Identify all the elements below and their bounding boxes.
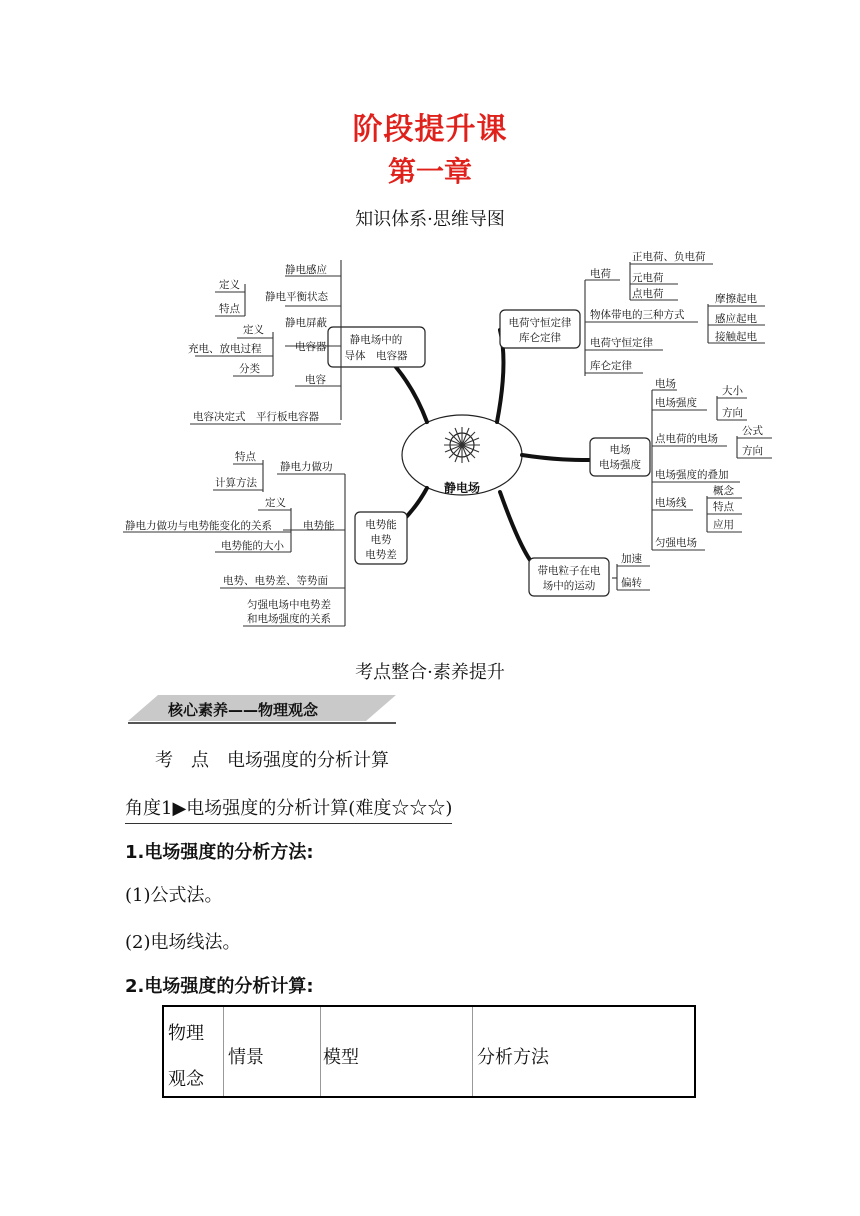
mm-item: 点电荷 [632, 288, 664, 300]
mm-item: 正电荷、负电荷 [632, 251, 706, 263]
svg-text:电势: 电势 [370, 534, 392, 546]
page-title: 阶段提升课 [352, 112, 508, 147]
chapter-title: 第一章 [387, 155, 472, 188]
section-heading-integration: 考点整合·素养提升 [355, 662, 505, 683]
mm-item: 摩擦起电 [715, 293, 757, 305]
table-header-cell: 物理 观念 [164, 1007, 224, 1096]
mm-item: 电荷 [590, 268, 611, 280]
paragraph-2: (2)电场线法。 [125, 932, 241, 953]
svg-text:电势能: 电势能 [365, 519, 397, 531]
svg-text:带电粒子在电: 带电粒子在电 [537, 565, 601, 577]
mm-item: 元电荷 [632, 272, 664, 284]
mm-item: 特点 [219, 303, 240, 315]
mm-item: 充电、放电过程 [188, 343, 262, 355]
mm-item: 物体带电的三种方式 [590, 309, 685, 321]
svg-text:库仑定律: 库仑定律 [519, 332, 561, 344]
mm-item: 电势能 [303, 520, 335, 532]
mm-item: 电场 [655, 378, 676, 390]
svg-text:导体 电容器: 导体 电容器 [344, 350, 408, 362]
field-lines-icon [444, 427, 480, 463]
mm-item: 匀强电场 [655, 537, 697, 549]
mm-item: 电容 [305, 374, 326, 386]
mm-item: 电势、电势差、等势面 [223, 575, 328, 587]
banner-label: 核心素养——物理观念 [168, 701, 319, 719]
mm-item: 静电力做功 [280, 461, 333, 473]
paragraph-1: (1)公式法。 [125, 885, 223, 906]
mm-item: 计算方法 [215, 477, 257, 489]
mm-item: 电场强度的叠加 [655, 469, 729, 481]
svg-text:电势差: 电势差 [365, 549, 397, 561]
mm-item: 静电屏蔽 [285, 317, 327, 329]
mm-item: 接触起电 [715, 331, 757, 343]
mm-item: 方向 [742, 445, 763, 457]
mm-item: 点电荷的电场 [655, 433, 718, 445]
svg-text:静电场中的: 静电场中的 [349, 334, 403, 346]
mm-item: 匀强电场中电势差 [247, 599, 331, 611]
mm-item: 和电场强度的关系 [247, 613, 331, 625]
mm-item: 电容器 [295, 341, 327, 353]
mm-item: 静电力做功与电势能变化的关系 [125, 520, 272, 532]
mm-item: 特点 [235, 451, 256, 463]
mm-item: 静电平衡状态 [265, 291, 328, 303]
section-heading-mindmap: 知识体系·思维导图 [355, 209, 505, 230]
svg-text:电场: 电场 [609, 444, 631, 456]
mm-item: 概念 [713, 485, 734, 497]
mm-item: 感应起电 [715, 313, 757, 325]
table-header-cell: 情景 [224, 1007, 321, 1096]
mm-item: 方向 [722, 407, 743, 419]
mm-item: 定义 [265, 497, 286, 509]
table-header-cell: 分析方法 [477, 1047, 549, 1068]
mm-item: 电场线 [655, 497, 687, 509]
analysis-table [162, 1005, 696, 1098]
mm-item: 电容决定式 平行板电容器 [193, 411, 319, 423]
svg-text:电荷守恒定律: 电荷守恒定律 [508, 317, 572, 329]
mindmap-center-label: 静电场 [443, 481, 481, 495]
svg-text:电场强度: 电场强度 [599, 459, 641, 471]
mm-item: 大小 [722, 385, 743, 397]
mm-item: 静电感应 [285, 264, 327, 276]
svg-text:场中的运动: 场中的运动 [542, 580, 596, 592]
heading-1: 1.电场强度的分析方法: [125, 842, 314, 863]
mm-item: 电势能的大小 [221, 540, 284, 552]
mm-item: 定义 [219, 279, 240, 291]
mm-item: 加速 [621, 553, 642, 565]
mm-item: 公式 [742, 425, 763, 437]
mm-item: 电场强度 [655, 397, 697, 409]
mm-item: 偏转 [621, 577, 642, 589]
mm-item: 电荷守恒定律 [590, 337, 653, 349]
mm-item: 分类 [239, 363, 260, 375]
heading-2: 2.电场强度的分析计算: [125, 976, 314, 997]
mind-map [115, 240, 763, 630]
table-header-cell: 模型 [321, 1007, 473, 1096]
mm-item: 特点 [713, 501, 734, 513]
kaodian-heading: 考 点 电场强度的分析计算 [155, 750, 389, 771]
angle-heading: 角度1▶电场强度的分析计算(难度☆☆☆) [125, 794, 452, 824]
mm-item: 库仑定律 [590, 360, 632, 372]
mm-item: 定义 [243, 324, 264, 336]
banner [128, 693, 396, 725]
mm-item: 应用 [713, 519, 734, 531]
